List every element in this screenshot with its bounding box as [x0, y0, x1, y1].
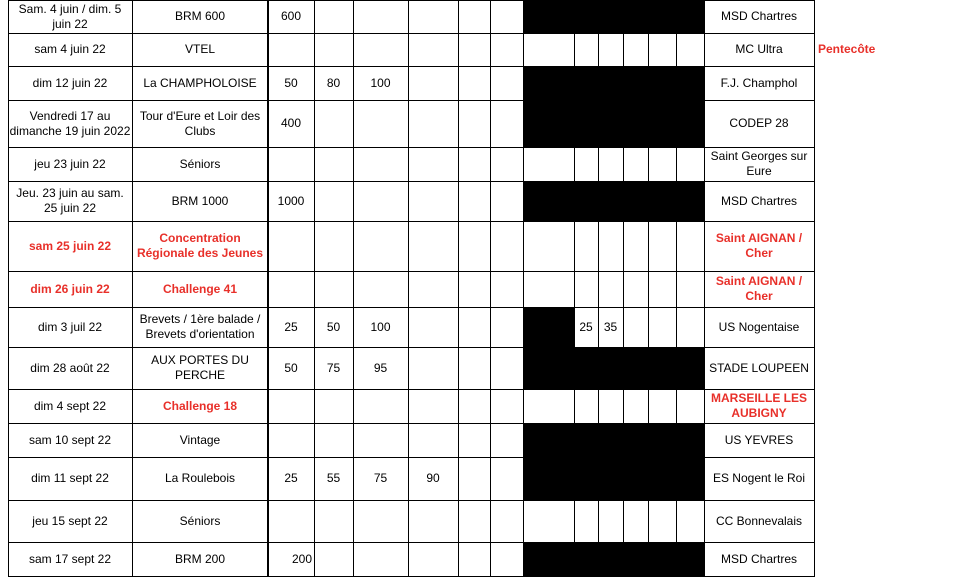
distance-cell	[598, 347, 623, 389]
empty-cell	[458, 147, 490, 181]
distance-cell	[408, 181, 458, 221]
empty-cell	[648, 33, 676, 66]
grid-line	[814, 0, 815, 577]
distance-cell: 80	[326, 75, 341, 90]
empty-cell	[623, 457, 648, 500]
grid-line	[490, 0, 491, 577]
empty-cell	[523, 0, 574, 33]
empty-cell	[623, 271, 648, 307]
club-cell: MSD Chartres	[720, 552, 797, 566]
grid-line	[8, 33, 815, 34]
distance-cell	[314, 389, 353, 423]
empty-cell	[648, 66, 676, 100]
empty-cell	[458, 307, 490, 347]
club-cell: ES Nogent le Roi	[712, 471, 806, 485]
empty-cell	[648, 100, 676, 147]
event-cell: BRM 600	[174, 9, 226, 23]
empty-cell	[623, 66, 648, 100]
empty-cell	[458, 100, 490, 147]
club-cell: Saint AIGNAN / Cher	[715, 274, 803, 303]
club-cell: STADE LOUPEEN	[709, 360, 809, 375]
empty-cell	[648, 271, 676, 307]
distance-cell	[598, 0, 623, 33]
empty-cell	[458, 500, 490, 542]
distance-cell	[353, 100, 408, 147]
empty-cell	[623, 542, 648, 577]
distance-cell	[574, 147, 598, 181]
empty-cell	[623, 389, 648, 423]
empty-cell	[676, 100, 704, 147]
grid-line	[8, 147, 815, 148]
distance-cell	[353, 0, 408, 33]
empty-cell	[523, 423, 574, 457]
distance-cell	[598, 181, 623, 221]
club-cell: Saint Georges sur Eure	[710, 149, 808, 178]
distance-cell: 100	[370, 319, 391, 334]
distance-cell	[314, 100, 353, 147]
distance-cell	[574, 181, 598, 221]
empty-cell	[623, 0, 648, 33]
distance-cell	[598, 100, 623, 147]
empty-cell	[523, 307, 574, 347]
empty-cell	[458, 271, 490, 307]
distance-cell	[314, 500, 353, 542]
empty-cell	[676, 347, 704, 389]
row-note: Pentecôte	[818, 42, 876, 56]
distance-cell	[574, 33, 598, 66]
grid-line	[8, 423, 815, 424]
distance-cell	[574, 271, 598, 307]
date-cell: sam 25 juin 22	[28, 238, 112, 253]
empty-cell	[623, 500, 648, 542]
distance-cell	[314, 181, 353, 221]
grid-line	[8, 389, 815, 390]
empty-cell	[458, 0, 490, 33]
empty-cell	[490, 66, 523, 100]
distance-cell	[574, 66, 598, 100]
distance-cell: 95	[373, 360, 388, 375]
distance-cell	[314, 147, 353, 181]
empty-cell	[523, 147, 574, 181]
grid-line	[623, 0, 624, 577]
date-cell: dim 12 juin 22	[32, 75, 108, 90]
distance-cell: 50	[284, 75, 298, 90]
empty-cell	[676, 33, 704, 66]
distance-cell	[353, 221, 408, 271]
event-cell: Challenge 41	[162, 281, 238, 296]
club-cell: Saint AIGNAN / Cher	[715, 231, 803, 260]
empty-cell	[490, 423, 523, 457]
grid-line	[268, 0, 269, 577]
grid-line	[8, 271, 815, 272]
distance-cell	[353, 423, 408, 457]
distance-cell	[353, 147, 408, 181]
event-cell: Séniors	[179, 513, 221, 528]
club-cell: US YEVRES	[724, 432, 794, 447]
empty-cell	[523, 389, 574, 423]
distance-cell: 75	[326, 360, 341, 375]
distance-cell	[598, 271, 623, 307]
empty-cell	[648, 0, 676, 33]
event-cell: Brevets / 1ère balade / Brevets d'orientation	[139, 312, 261, 341]
distance-cell	[574, 100, 598, 147]
empty-cell	[458, 33, 490, 66]
empty-cell	[490, 500, 523, 542]
distance-cell	[574, 542, 598, 577]
distance-cell	[408, 66, 458, 100]
club-cell: CODEP 28	[729, 116, 789, 130]
distance-cell: 100	[370, 75, 391, 90]
distance-cell	[408, 271, 458, 307]
empty-cell	[490, 221, 523, 271]
event-cell: BRM 1000	[171, 193, 229, 208]
distance-cell: 1000	[277, 193, 305, 208]
empty-cell	[523, 66, 574, 100]
date-cell: sam 4 juin 22	[34, 42, 106, 56]
distance-cell	[408, 423, 458, 457]
event-cell: Concentration Régionale des Jeunes	[136, 231, 264, 260]
distance-cell	[598, 457, 623, 500]
empty-cell	[523, 457, 574, 500]
empty-cell	[490, 33, 523, 66]
empty-cell	[523, 33, 574, 66]
distance-cell	[353, 181, 408, 221]
distance-cell	[408, 307, 458, 347]
distance-cell	[353, 500, 408, 542]
distance-cell	[408, 147, 458, 181]
empty-cell	[648, 221, 676, 271]
empty-cell	[676, 0, 704, 33]
empty-cell	[648, 147, 676, 181]
empty-cell	[623, 147, 648, 181]
grid-line	[8, 221, 815, 222]
distance-cell	[353, 271, 408, 307]
date-cell: dim 26 juin 22	[30, 281, 110, 296]
event-cell: VTEL	[184, 42, 215, 56]
event-cell: La CHAMPHOLOISE	[143, 75, 257, 90]
distance-cell	[268, 389, 314, 423]
grid-line	[8, 307, 815, 308]
distance-cell: 25	[284, 319, 298, 334]
club-cell: MARSEILLE LES AUBIGNY	[710, 391, 807, 420]
grid-line	[8, 0, 815, 1]
event-cell: Tour d'Eure et Loir des Clubs	[139, 108, 261, 138]
empty-cell	[458, 221, 490, 271]
club-cell: F.J. Champhol	[720, 75, 798, 90]
grid-line	[704, 0, 705, 577]
empty-cell	[458, 66, 490, 100]
empty-cell	[648, 181, 676, 221]
distance-cell	[353, 389, 408, 423]
empty-cell	[490, 347, 523, 389]
date-cell: sam 17 sept 22	[28, 552, 112, 566]
distance-cell	[574, 457, 598, 500]
grid-line	[648, 0, 649, 577]
distance-cell	[408, 389, 458, 423]
distance-cell: 50	[284, 360, 298, 375]
distance-cell	[408, 0, 458, 33]
empty-cell	[490, 457, 523, 500]
empty-cell	[623, 221, 648, 271]
empty-cell	[490, 271, 523, 307]
distance-cell	[268, 221, 314, 271]
empty-cell	[676, 542, 704, 577]
club-cell: US Nogentaise	[718, 319, 800, 334]
distance-cell	[598, 423, 623, 457]
empty-cell	[523, 100, 574, 147]
distance-cell	[408, 221, 458, 271]
distance-cell	[314, 271, 353, 307]
empty-cell	[648, 423, 676, 457]
empty-cell	[676, 423, 704, 457]
distance-cell: 25	[579, 319, 593, 334]
distance-cell	[268, 423, 314, 457]
empty-cell	[490, 100, 523, 147]
empty-cell	[523, 347, 574, 389]
grid-line	[8, 66, 815, 67]
empty-cell	[676, 66, 704, 100]
event-cell: La Roulebois	[164, 471, 236, 485]
grid-line	[314, 0, 315, 577]
grid-line	[458, 0, 459, 577]
distance-cell	[408, 542, 458, 577]
empty-cell	[676, 147, 704, 181]
empty-cell	[648, 389, 676, 423]
distance-cell	[314, 542, 353, 577]
distance-cell	[574, 423, 598, 457]
empty-cell	[623, 307, 648, 347]
empty-cell	[648, 307, 676, 347]
distance-cell: 35	[603, 319, 618, 334]
distance-cell	[408, 100, 458, 147]
date-cell: Jeu. 23 juin au sam. 25 juin 22	[16, 186, 124, 215]
grid-line	[676, 0, 677, 577]
empty-cell	[458, 542, 490, 577]
empty-cell	[623, 181, 648, 221]
distance-cell	[408, 33, 458, 66]
empty-cell	[523, 181, 574, 221]
empty-cell	[648, 347, 676, 389]
distance-cell	[574, 0, 598, 33]
date-cell: sam 10 sept 22	[28, 432, 112, 447]
distance-cell	[598, 221, 623, 271]
grid-line	[8, 542, 815, 543]
club-cell: CC Bonnevalais	[715, 513, 803, 528]
distance-cell	[574, 389, 598, 423]
club-cell: MC Ultra	[735, 42, 783, 56]
date-cell: dim 4 sept 22	[33, 398, 107, 413]
empty-cell	[458, 389, 490, 423]
grid-line	[8, 0, 9, 577]
distance-cell	[314, 221, 353, 271]
distance-cell	[598, 147, 623, 181]
distance-cell	[268, 33, 314, 66]
distance-cell	[353, 542, 408, 577]
event-cell: Challenge 18	[162, 398, 238, 413]
grid-line	[574, 0, 575, 577]
distance-cell	[408, 500, 458, 542]
empty-cell	[676, 271, 704, 307]
distance-cell	[268, 500, 314, 542]
distance-cell: 25	[284, 471, 298, 485]
event-cell: AUX PORTES DU PERCHE	[151, 353, 249, 382]
empty-cell	[676, 389, 704, 423]
event-cell: BRM 200	[174, 552, 226, 566]
empty-cell	[676, 181, 704, 221]
grid-line	[598, 0, 599, 577]
empty-cell	[490, 542, 523, 577]
empty-cell	[458, 181, 490, 221]
date-cell: jeu 23 juin 22	[34, 156, 106, 171]
grid-line	[8, 181, 815, 182]
club-cell: MSD Chartres	[720, 9, 797, 23]
distance-cell: 400	[280, 116, 302, 130]
distance-cell: 55	[326, 471, 341, 485]
event-cell: Vintage	[179, 432, 221, 447]
distance-cell: 90	[426, 471, 440, 485]
date-cell: Sam. 4 juin / dim. 5 juin 22	[18, 1, 122, 31]
grid-line	[408, 0, 409, 577]
distance-cell	[314, 423, 353, 457]
empty-cell	[648, 542, 676, 577]
distance-cell: 200	[291, 552, 312, 566]
distance-cell	[268, 147, 314, 181]
distance-cell	[574, 221, 598, 271]
empty-cell	[490, 0, 523, 33]
distance-cell	[314, 33, 353, 66]
grid-line	[8, 576, 815, 577]
grid-line	[8, 347, 815, 348]
date-cell: dim 3 juil 22	[37, 319, 103, 334]
distance-cell: 50	[326, 319, 341, 334]
empty-cell	[648, 500, 676, 542]
empty-cell	[523, 542, 574, 577]
date-cell: jeu 15 sept 22	[32, 513, 108, 528]
grid-line	[132, 0, 133, 577]
empty-cell	[676, 221, 704, 271]
empty-cell	[458, 423, 490, 457]
distance-cell	[268, 271, 314, 307]
empty-cell	[490, 307, 523, 347]
distance-cell	[574, 500, 598, 542]
grid-line	[8, 100, 815, 101]
empty-cell	[458, 457, 490, 500]
empty-cell	[676, 500, 704, 542]
empty-cell	[676, 307, 704, 347]
date-cell: Vendredi 17 au dimanche 19 juin 2022	[9, 108, 131, 138]
empty-cell	[523, 271, 574, 307]
empty-cell	[623, 347, 648, 389]
distance-cell	[314, 0, 353, 33]
empty-cell	[490, 147, 523, 181]
distance-cell	[574, 347, 598, 389]
empty-cell	[623, 423, 648, 457]
grid-line	[8, 500, 815, 501]
empty-cell	[490, 389, 523, 423]
empty-cell	[490, 181, 523, 221]
grid-line	[8, 457, 815, 458]
distance-cell	[598, 389, 623, 423]
club-cell: MSD Chartres	[720, 193, 797, 208]
date-cell: dim 28 août 22	[30, 360, 110, 375]
date-cell: dim 11 sept 22	[31, 471, 109, 485]
distance-cell: 75	[373, 471, 388, 485]
grid-line	[353, 0, 354, 577]
empty-cell	[523, 221, 574, 271]
empty-cell	[648, 457, 676, 500]
event-cell: Séniors	[179, 156, 221, 171]
distance-cell	[598, 33, 623, 66]
distance-cell	[353, 33, 408, 66]
distance-cell	[598, 500, 623, 542]
empty-cell	[458, 347, 490, 389]
empty-cell	[523, 500, 574, 542]
distance-cell: 600	[280, 9, 302, 23]
distance-cell	[408, 347, 458, 389]
grid-line	[523, 0, 524, 577]
distance-cell	[598, 542, 623, 577]
distance-cell	[598, 66, 623, 100]
empty-cell	[623, 100, 648, 147]
empty-cell	[623, 33, 648, 66]
empty-cell	[676, 457, 704, 500]
